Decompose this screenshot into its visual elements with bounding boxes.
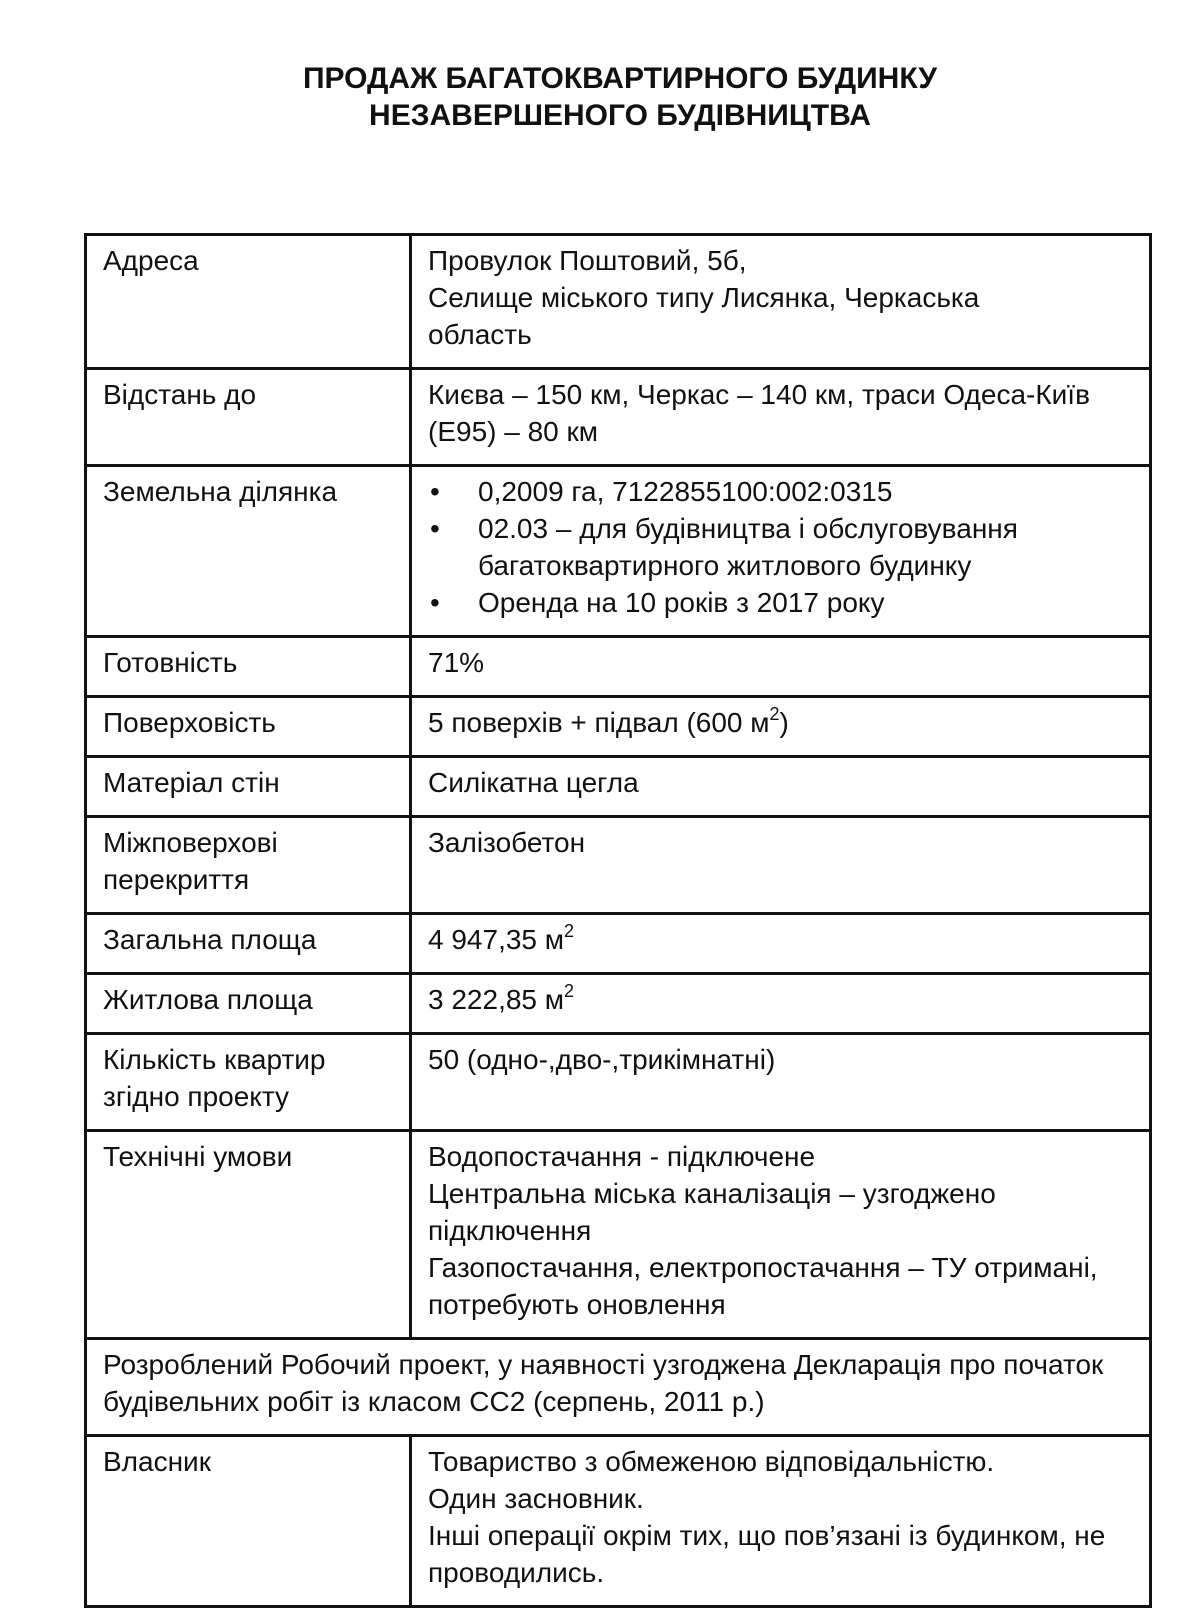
readiness-value: 71% <box>411 637 1151 697</box>
page-title <box>0 60 1200 134</box>
floors-value-sup: 2 <box>769 704 780 724</box>
technical-line-water: Водопостачання - підключене <box>428 1141 816 1172</box>
floors-value <box>411 697 1151 757</box>
owner-line-2: Один засновник. <box>428 1483 644 1514</box>
ceilings-label: Міжповерхові перекриття <box>86 817 411 914</box>
title-line-2: НЕЗАВЕРШЕНОГО БУДІВНИЦТВА <box>369 99 871 132</box>
address-value <box>411 235 1151 369</box>
distance-label: Відстань до <box>86 369 411 466</box>
table-row-technical <box>86 1131 1151 1339</box>
table-row-living-area <box>86 974 1151 1034</box>
project-note: Розроблений Робочий проект, у наявності узгоджена Декларація про початок будівельних робіт із класом СС2 (серпень, 2011 р.) <box>86 1339 1151 1436</box>
total-area-value-text: 4 947,35 м <box>428 924 565 955</box>
land-label: Земельна ділянка <box>86 466 411 637</box>
table-row-owner <box>86 1436 1151 1607</box>
address-label: Адреса <box>86 235 411 369</box>
property-spec-table <box>84 233 1152 1608</box>
apartments-label: Кількість квартир згідно проекту <box>86 1034 411 1131</box>
floors-label: Поверховість <box>86 697 411 757</box>
technical-line-sewage: Центральна міська каналізація – узгоджено підключення <box>428 1178 996 1246</box>
walls-value: Силікатна цегла <box>411 757 1151 817</box>
address-line-1: Провулок Поштовий, 5б, <box>428 245 747 276</box>
table-row-project-note <box>86 1339 1151 1436</box>
owner-label: Власник <box>86 1436 411 1607</box>
table-row-land <box>86 466 1151 637</box>
owner-line-3: Інші операції окрім тих, що пов’язані із будинком, не проводились. <box>428 1520 1106 1588</box>
floors-value-suffix: ) <box>779 707 789 738</box>
readiness-label: Готовність <box>86 637 411 697</box>
living-area-value <box>411 974 1151 1034</box>
table-row-distance <box>86 369 1151 466</box>
address-line-2: Селище міського типу Лисянка, Черкаська <box>428 282 980 313</box>
apartments-value: 50 (одно-,дво-,трикімнатні) <box>411 1034 1151 1131</box>
living-area-label: Житлова площа <box>86 974 411 1034</box>
land-bullet-list <box>428 473 1135 621</box>
land-value <box>411 466 1151 637</box>
total-area-value-sup: 2 <box>564 921 575 941</box>
table-row-apartments <box>86 1034 1151 1131</box>
distance-value: Києва – 150 км, Черкас – 140 км, траси Одеса-Київ (Е95) – 80 км <box>411 369 1151 466</box>
owner-value <box>411 1436 1151 1607</box>
total-area-label: Загальна площа <box>86 914 411 974</box>
ceilings-value: Залізобетон <box>411 817 1151 914</box>
title-line-1: ПРОДАЖ БАГАТОКВАРТИРНОГО БУДИНКУ <box>302 62 938 95</box>
table-row-readiness <box>86 637 1151 697</box>
floors-value-text: 5 поверхів + підвал (600 м <box>428 707 770 738</box>
living-area-value-sup: 2 <box>564 981 575 1001</box>
table-row-floors <box>86 697 1151 757</box>
owner-line-1: Товариство з обмеженою відповідальністю. <box>428 1446 995 1477</box>
table-row-walls <box>86 757 1151 817</box>
technical-line-gas-electric: Газопостачання, електропостачання – ТУ отримані, потребують оновлення <box>428 1252 1098 1320</box>
land-item-area: • 0,2009 га, 7122855100:002:0315 <box>428 473 1135 510</box>
living-area-value-text: 3 222,85 м <box>428 984 565 1015</box>
table-row-total-area <box>86 914 1151 974</box>
table-row-address <box>86 235 1151 369</box>
table-row-ceilings <box>86 817 1151 914</box>
technical-label: Технічні умови <box>86 1131 411 1339</box>
technical-value <box>411 1131 1151 1339</box>
address-line-3: область <box>428 319 532 350</box>
land-item-purpose: • 02.03 – для будівництва і обслуговування багатоквартирного житлового будинку <box>428 510 1135 584</box>
land-item-lease: • Оренда на 10 років з 2017 року <box>428 584 1135 621</box>
walls-label: Матеріал стін <box>86 757 411 817</box>
total-area-value <box>411 914 1151 974</box>
